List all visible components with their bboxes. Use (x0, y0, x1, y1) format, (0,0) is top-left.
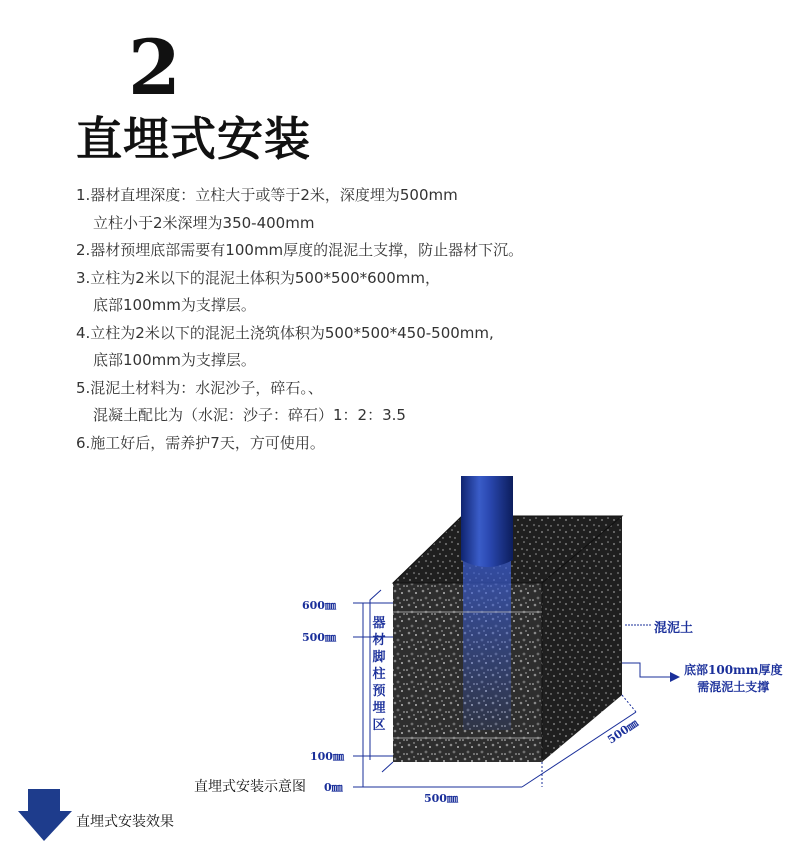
arrow-down-icon (18, 789, 72, 843)
width-dimension-label: 500㎜ (424, 792, 458, 805)
instruction-line: 底部100mm为支撑层。 (93, 351, 256, 369)
depth-label-600: 600㎜ (302, 599, 336, 612)
instruction-line: 混凝土配比为（水泥：沙子：碎石）1：2：3.5 (93, 406, 406, 424)
embed-zone-label: 器 材 脚 柱 预 埋 区 (372, 616, 386, 733)
buried-pole-section (463, 560, 511, 730)
step-number: 2 (128, 23, 181, 112)
instruction-line: 6.施工好后，需养护7天，方可使用。 (76, 433, 325, 452)
depth-dimension-label: 500㎜ (605, 716, 641, 747)
instruction-line: 5.混泥土材料为：水泥沙子，碎石。、 (76, 378, 323, 397)
depth-label-500: 500㎜ (302, 631, 336, 644)
page-title: 直埋式安装 (76, 112, 311, 166)
instruction-line: 1.器材直埋深度：立柱大于或等于2米，深度埋为500mm (76, 186, 458, 204)
instruction-line: 立柱小于2米深埋为350-400mm (93, 213, 315, 232)
pole (461, 476, 513, 567)
instruction-line: 4.立柱为2米以下的混泥土浇筑体积为500*500*450-500mm, (76, 323, 494, 342)
instruction-line: 3.立柱为2米以下的混泥土体积为500*500*600mm， (76, 268, 440, 287)
diagram-caption: 直埋式安装示意图 (194, 779, 306, 795)
concrete-label: 混泥土 (654, 621, 694, 636)
effect-section-label: 直埋式安装效果 (76, 814, 174, 830)
depth-label-0: 0㎜ (324, 781, 343, 794)
instruction-line: 2.器材预埋底部需要有100mm厚度的混泥土支撑，防止器材下沉。 (76, 241, 524, 259)
note-arrow-icon (670, 672, 680, 682)
depth-label-100: 100㎜ (310, 750, 344, 763)
instruction-line: 底部100mm为支撑层。 (93, 296, 256, 314)
bottom-support-note: 底部100mm厚度 需混泥土支撑 (684, 663, 783, 694)
